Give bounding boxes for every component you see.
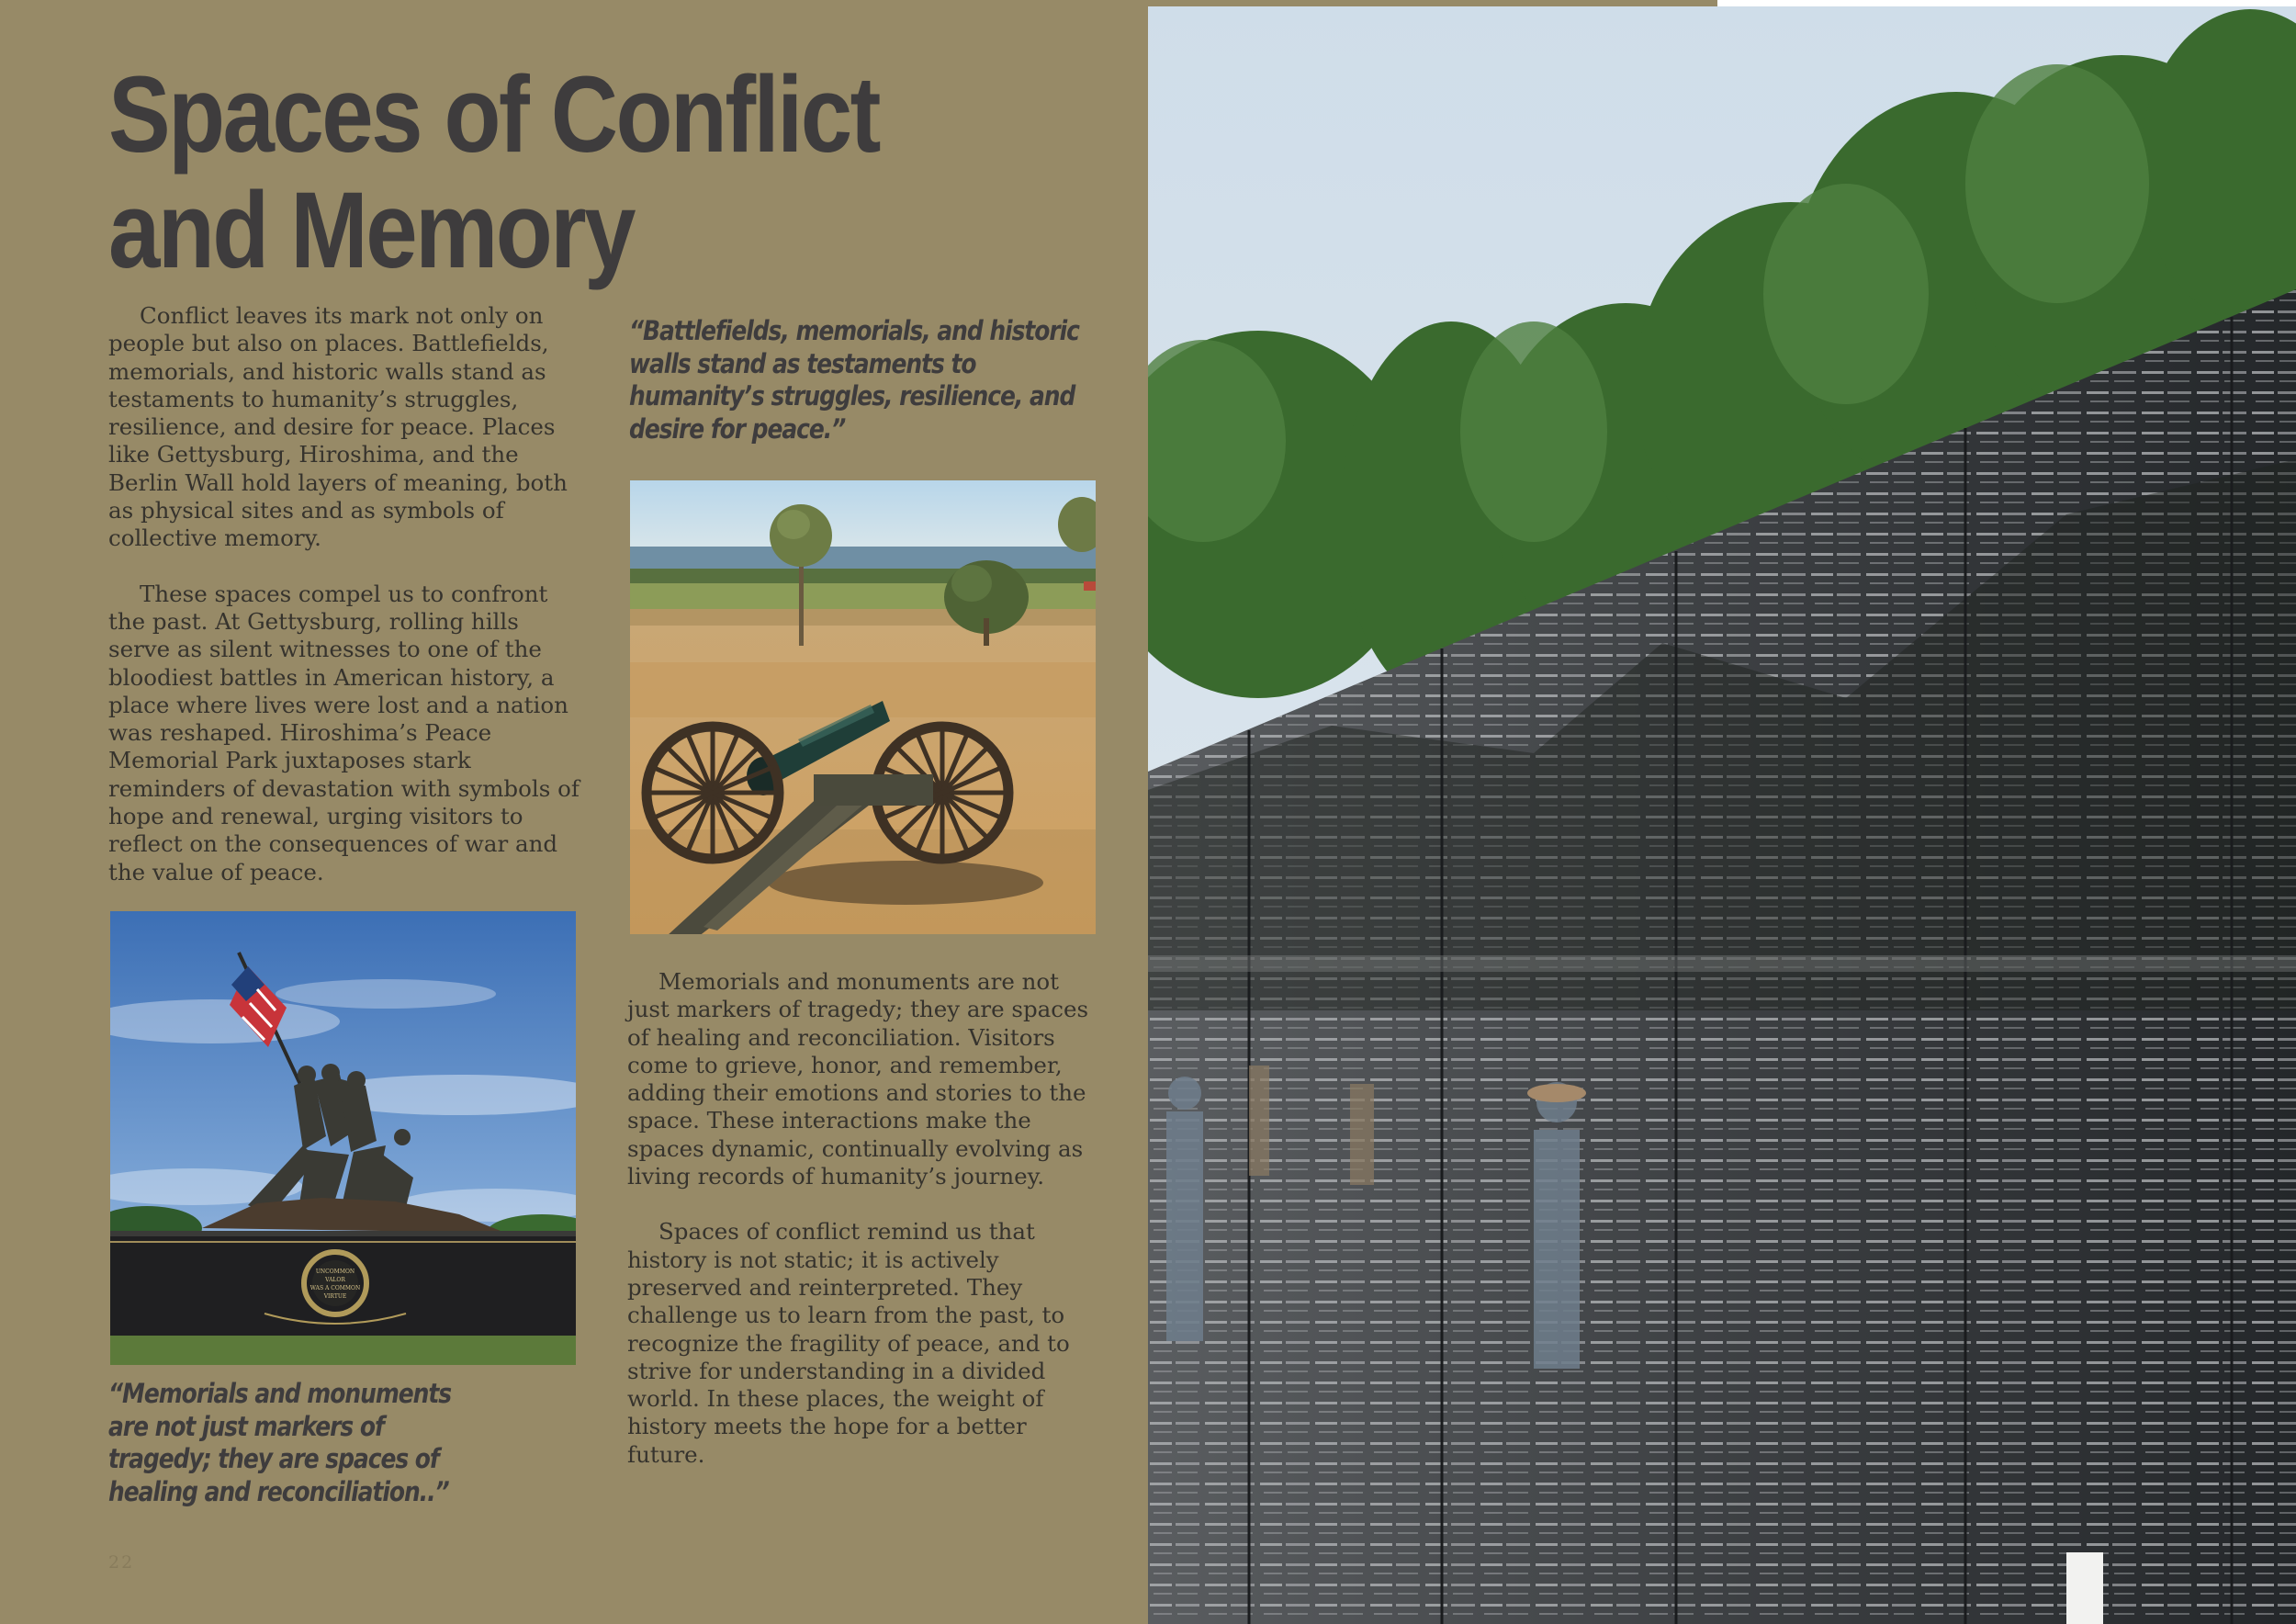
pull-quote-bottom: “Memorials and monuments are not just markers of tragedy; they are spaces of healing and reconciliation..” xyxy=(108,1378,452,1507)
inscription-line: VIRTUE xyxy=(323,1293,347,1300)
body-paragraph: Conflict leaves its mark not only on people but also on places. Battlefields, memorials, and historic walls stand as testaments to humanity’s struggles, resilience, and desire for peace. Places like Gettysburg, Hiroshima, and the Berlin Wall hold layers of meaning, both as physical sites and as symbols of collective memory. xyxy=(108,302,568,552)
cannon-field-photo xyxy=(630,480,1096,934)
marine-memorial-photo xyxy=(110,911,576,1365)
body-paragraph: Spaces of conflict remind us that history is not static; it is actively preserved and reinterpreted. They challenge us to learn from the past, to recognize the fragility of peace, and to strive for understanding in a divided world. In these places, the weight of history meets the hope for a better future. xyxy=(627,1218,1070,1468)
body-column-right xyxy=(627,968,1105,1496)
inscription-line: UNCOMMON xyxy=(315,1269,355,1275)
article-title xyxy=(108,54,879,291)
page-number: 22 xyxy=(108,1552,135,1573)
body-column-left xyxy=(108,302,586,914)
body-paragraph: Memorials and monuments are not just markers of tragedy; they are spaces of healing and reconciliation. Visitors come to grieve, honor, and remember, adding their emotions and stories to the space. These interactions make the spaces dynamic, continually evolving as living records of humanity’s journey. xyxy=(627,968,1089,1190)
pull-quote-top: “Battlefields, memorials, and historic walls stand as testaments to humanity’s struggles, resilience, and desire for peace.” xyxy=(629,315,1079,445)
top-border-accent xyxy=(1148,0,1717,6)
memorial-wall-illustration xyxy=(1148,0,2296,1624)
memorial-wall-photo xyxy=(1148,0,2296,1624)
marine-memorial-illustration xyxy=(110,911,576,1365)
cannon-field-illustration xyxy=(630,480,1096,934)
inscription-line: VALOR xyxy=(325,1277,345,1283)
title-line-2: and Memory xyxy=(108,170,634,291)
body-paragraph: These spaces compel us to confront the past. At Gettysburg, rolling hills serve as silent witnesses to one of the bloodiest battles in American history, a place where lives were lost and a nation was reshaped. Hiroshima’s Peace Memorial Park juxtaposes stark reminders of devastation with symbols of hope and renewal, urging visitors to reflect on the consequences of war and the value of peace. xyxy=(108,580,580,885)
inscription-line: WAS A COMMON xyxy=(310,1285,361,1291)
title-line-1: Spaces of Conflict xyxy=(108,54,879,175)
